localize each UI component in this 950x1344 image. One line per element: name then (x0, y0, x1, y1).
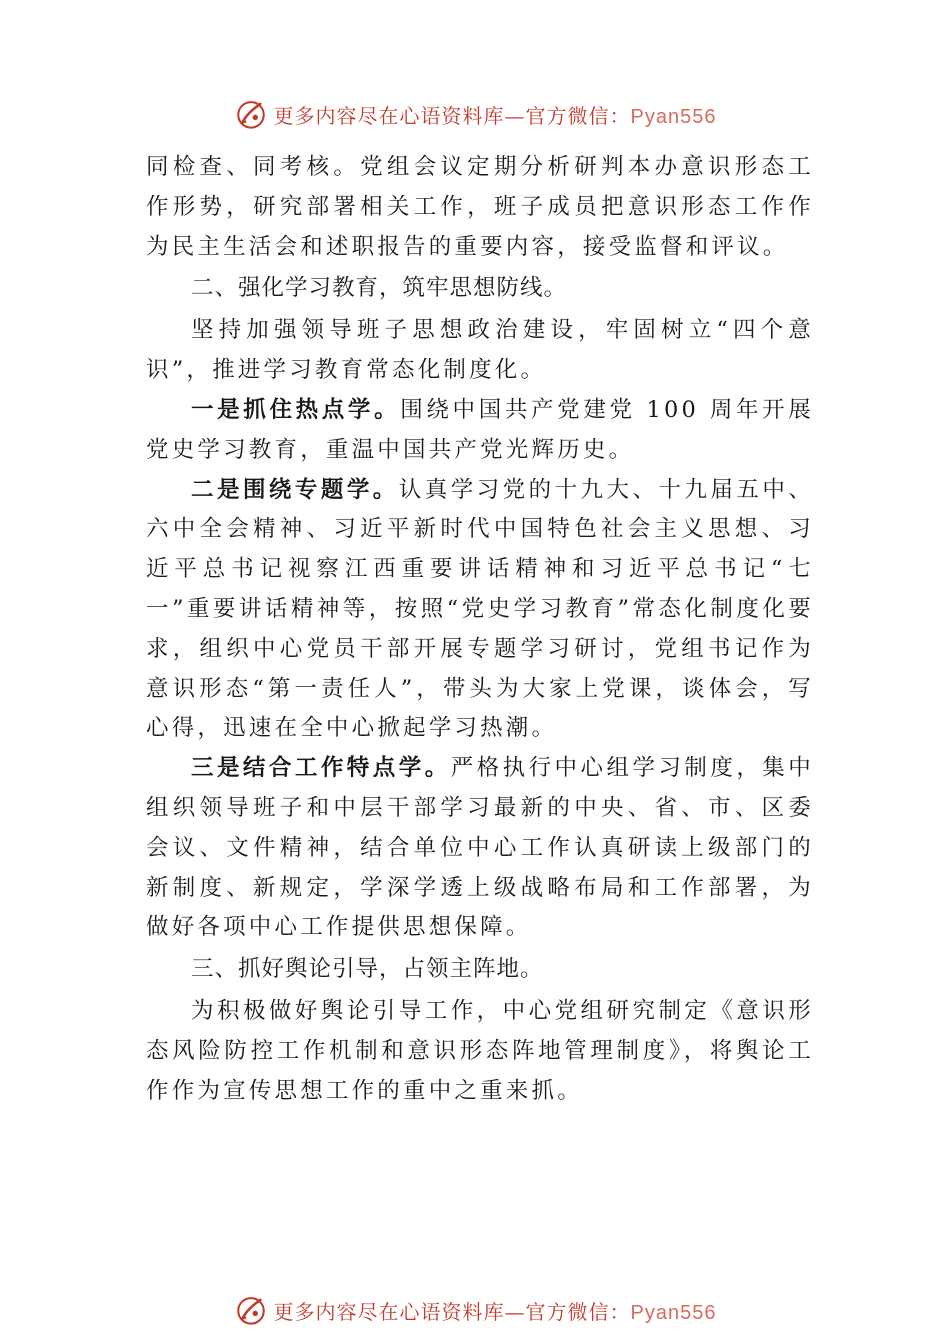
watermark-wechat-id: Pyan556 (630, 1301, 717, 1324)
item-text: 严格执行中心组学习制度，集中组织领导班子和中层干部学习最新的中央、省、市、区委会议、文件精神，结合单位中心工作认真研读上级部门的新制度、新规定，学深学透上级战略布局和工作部署，为做好各项中心工作提供思想保障。 (146, 755, 814, 941)
item-lead: 一是抓住热点学。 (191, 396, 401, 423)
item-lead: 三是结合工作特点学。 (191, 755, 451, 782)
list-item (146, 391, 814, 471)
section-heading-3: 三、抓好舆论引导，占领主阵地。 (191, 956, 544, 983)
brush-logo-icon (234, 1293, 268, 1327)
watermark-text: 更多内容尽在心语资料库—官方微信：Pyan556 (273, 103, 717, 128)
watermark-footer (0, 1290, 950, 1330)
document-body (146, 148, 814, 1112)
watermark-text: 更多内容尽在心语资料库—官方微信：Pyan556 (273, 1299, 717, 1324)
item-text: 围绕中国共产党建党 100 周年开展党史学习教育，重温中国共产党光辉历史。 (146, 396, 814, 463)
paragraph: 同检查、同考核。党组会议定期分析研判本办意识形态工作形势，研究部署相关工作，班子成员把意识形态工作作为民主生活会和述职报告的重要内容，接受监督和评议。 (146, 154, 814, 260)
item-lead: 二是围绕专题学。 (191, 476, 399, 503)
paragraph: 为积极做好舆论引导工作，中心党组研究制定《意识形态风险防控工作机制和意识形态阵地管理制度》，将舆论工作作为宣传思想工作的重中之重来抓。 (146, 998, 814, 1104)
watermark-header (0, 94, 950, 134)
brush-logo-icon (234, 97, 268, 131)
section-heading-2: 二、强化学习教育，筑牢思想防线。 (191, 275, 568, 302)
paragraph: 坚持加强领导班子思想政治建设，牢固树立“四个意识”，推进学习教育常态化制度化。 (146, 317, 814, 384)
list-item (146, 471, 814, 750)
watermark-wechat-id: Pyan556 (630, 105, 717, 128)
item-text: 认真学习党的十九大、十九届五中、六中全会精神、习近平新时代中国特色社会主义思想、习近平总书记视察江西重要讲话精神和习近平总书记“七一”重要讲话精神等，按照“党史学习教育”常态化制度化要求，组织中心党员干部开展专题学习研讨，党组书记作为意识形态“第一责任人”，带头为大家上党课，谈体会，写心得，迅速在全中心掀起学习热潮。 (146, 476, 815, 742)
list-item (146, 749, 814, 948)
